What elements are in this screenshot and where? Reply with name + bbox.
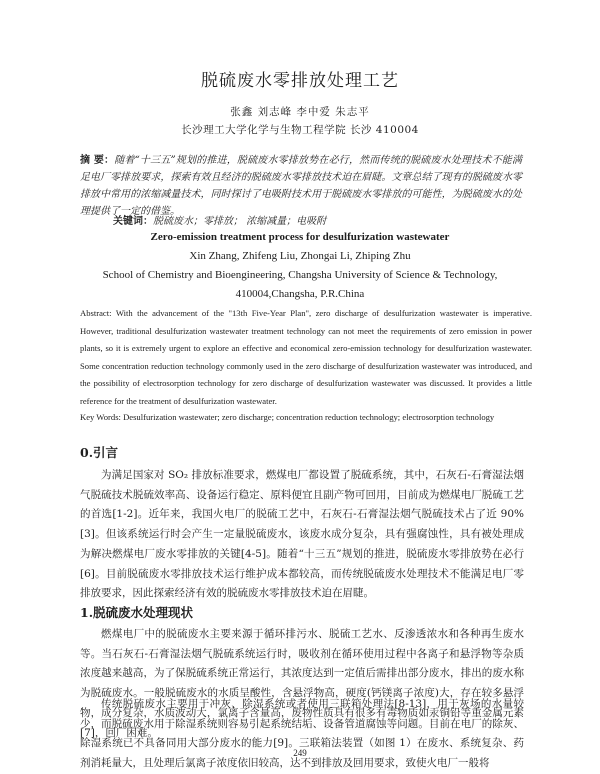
status-paragraph-1: 燃煤电厂中的脱硫废水主要来源于循环排污水、脱硫工艺水、反渗透浓水和各种再生废水等。当石灰石-石膏湿法烟气脱硫系统运行时，吸收剂在循环使用过程中各离子和悬浮物等杂质浓度越来越高，为了保脱硫系统正常运行，其浓度达到一定值后需排出部分废水，排出的废水称为脱硫废水。一般脱硫废水的水质呈酸性，含悬浮物高，硬度(钙镁离子浓度)大，存在较多悬浮物，成分复杂，水质波动大，氯离子含量高，废物性质具有很多有毒物质如汞铜铅等重金属元素[7]，回厂困难。 [80, 628, 524, 739]
english-affiliation-line1: School of Chemistry and Bioengineering, Changsha University of Science & Technology, [102, 269, 498, 281]
section-heading-status: 1.脱硫废水处理现状 [80, 605, 194, 620]
keywords-zh-label: 关键词： [113, 216, 153, 227]
status-paragraph-2: 传统脱硫废水主要用于冲灰、除湿系统或者使用三联箱处理法[8-13]，用于灰场的水量较少，而脱硫废水用于除湿系统则容易引起系统结垢、设备管道腐蚀等问题。目前在电厂的除灰、除湿系统已不具备同用大部分废水的能力[9]。三联箱法装置（如图 1）在废水、系统复杂、药剂消耗量大，且处理后氯离子浓度依旧较高，达不到排放及回用要求，致使火电厂一般将 [80, 698, 524, 770]
english-title: Zero-emission treatment process for desulfurization wastewater [150, 231, 450, 243]
affiliation: 长沙理工大学化学与生物工程学院 长沙 410004 [181, 124, 419, 136]
abstract-zh [80, 152, 522, 220]
section-heading-introduction: 0.引言 [80, 445, 119, 460]
author-list: 张鑫 刘志峰 李中爱 朱志平 [230, 106, 370, 118]
keywords-zh-text: 脱硫废水；零排放； 浓缩减量；电吸附 [153, 216, 327, 227]
paper-title: 脱硫废水零排放处理工艺 [201, 71, 399, 91]
keywords-en: Key Words: Desulfurization wastewater; zero discharge; concentration reduction technology; electrosorption technology [80, 412, 495, 422]
introduction-paragraph: 为满足国家对 SO₂ 排放标准要求，燃煤电厂都设置了脱硫系统，其中，石灰石-石膏湿法烟气脱硫技术脱硫效率高、设备运行稳定、原料便宜且副产物可回用，目前成为燃煤电厂脱硫工艺的首选[1-2]。近年来，我国火电厂的脱硫工艺中，石灰石-石膏湿法烟气脱硫技术占了近 90%[3]。但该系统运行时会产生一定量脱硫废水，该废水成分复杂，具有强腐蚀性，具有被处理成为解决燃煤电厂废水零排放的关键[4-5]。随着“十三五”规划的推进，脱硫废水零排放势在必行[6]。目前脱硫废水零排放技术运行维护成本都较高，而传统脱硫废水处理技术不能满足电厂零排放要求，因此探索经济有效的脱硫废水零排放技术迫在眉睫。 [80, 469, 524, 600]
abstract-zh-text: 随着“十三五”规划的推进，脱硫废水零排放势在必行，然而传统的脱硫废水处理技术不能满足电厂零排放要求，探索有效且经济的脱硫废水零排放技术迫在眉睫。文章总结了现有的脱硫废水零排放中常用的浓缩减量技术，同时探讨了电吸附技术用于脱硫废水零排放的可能性，为脱硫废水的处理提供了一定的借鉴。 [80, 155, 522, 217]
keywords-zh [113, 212, 533, 227]
abstract-en: Abstract: With the advancement of the "13th Five-Year Plan", zero discharge of desulfurization wastewater is imperative. However, traditional desulfurization wastewater treatment technology can not meet the requirements of zero emission in power plants, so it is extremely urgent to explore an effective and economical zero-emission technology for desulfurization wastewater. Some concentration reduction technology commonly used in the zero discharge of desulfurization wastewater was introduced, and the possibility of electrosorption technology for zero discharge of desulfurization wastewater was discussed. It provides a little reference for the treatment of desulfurization wastewater. [80, 308, 532, 406]
english-affiliation-line2: 410004,Changsha, P.R.China [235, 288, 365, 300]
page-number: 249 [293, 748, 307, 758]
english-authors: Xin Zhang, Zhifeng Liu, Zhongai Li, Zhiping Zhu [189, 250, 411, 262]
abstract-zh-label: 摘 要： [80, 155, 115, 166]
